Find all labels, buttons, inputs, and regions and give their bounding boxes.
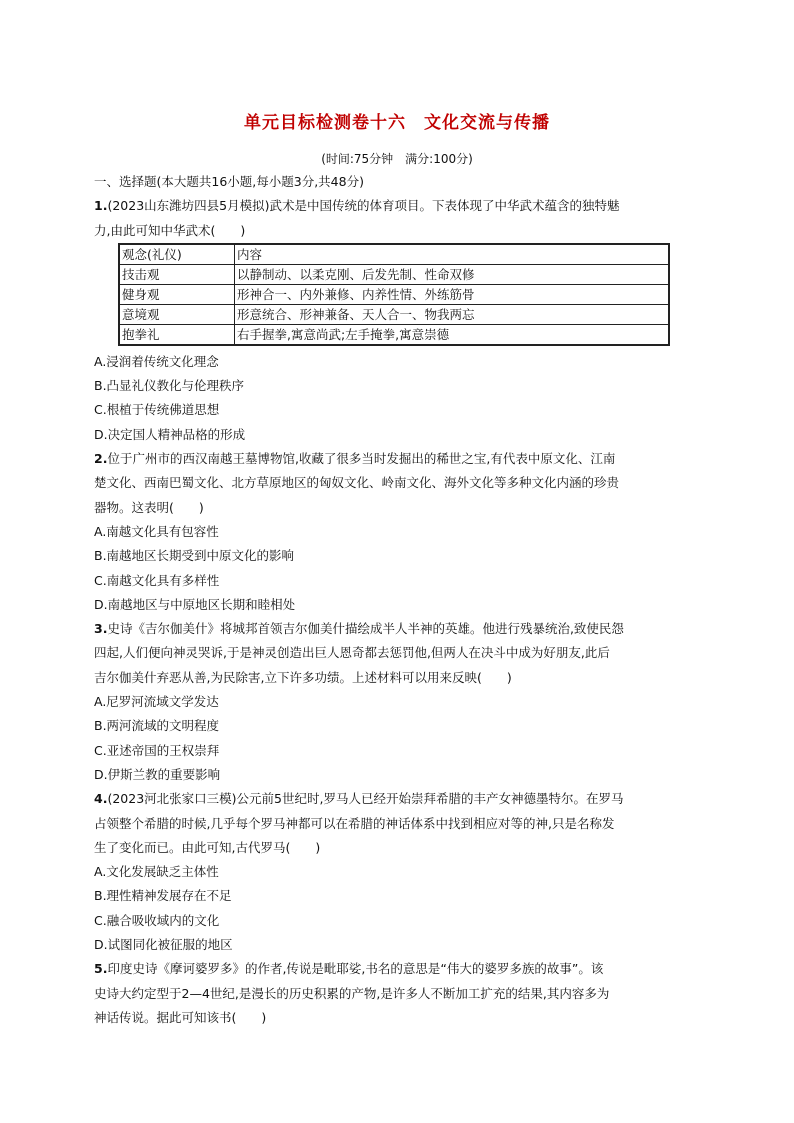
question-stem: 力,由此可知中华武术( ): [94, 222, 246, 238]
question-2: [94, 447, 702, 617]
table-cell: 以静制动、以柔克刚、后发先制、性命双修: [235, 264, 670, 284]
option-b: B.两河流域的文明程度: [94, 718, 220, 734]
exam-content: [94, 170, 702, 1030]
question-stem: (2023山东潍坊四县5月模拟)武术是中国传统的体育项目。下表体现了中华武术蕴含的独特魅: [107, 198, 620, 214]
option-b: B.南越地区长期受到中原文化的影响: [94, 548, 295, 564]
question-stem: 印度史诗《摩诃婆罗多》的作者,传说是毗耶娑,书名的意思是“伟大的婆罗多族的故事”。该: [107, 961, 604, 977]
question-number: 5.: [94, 961, 108, 977]
table-cell: 形神合一、内外兼修、内养性情、外练筋骨: [235, 284, 670, 304]
table-header-cell: 观念(礼仪): [119, 244, 235, 265]
question-1: [94, 194, 702, 447]
option-d: D.南越地区与中原地区长期和睦相处: [94, 596, 296, 612]
question-stem: 楚文化、西南巴蜀文化、北方草原地区的匈奴文化、岭南文化、海外文化等多种文化内涵的珍贵: [94, 475, 620, 491]
question-number: 4.: [94, 791, 108, 807]
option-c: C.亚述帝国的王权崇拜: [94, 742, 220, 758]
table-row: [119, 284, 669, 304]
question-5: [94, 957, 702, 1030]
table-cell: 意境观: [119, 304, 235, 324]
option-a: A.尼罗河流域文学发达: [94, 694, 219, 710]
option-c: C.南越文化具有多样性: [94, 572, 220, 588]
table-row: [119, 264, 669, 284]
question-stem: 器物。这表明( ): [94, 499, 204, 515]
option-a: A.南越文化具有包容性: [94, 523, 219, 539]
question-stem: 占领整个希腊的时候,几乎每个罗马神都可以在希腊的神话体系中找到相应对等的神,只是名称发: [94, 815, 615, 831]
question-3: [94, 617, 702, 787]
question-stem: 史诗《吉尔伽美什》将城邦首领吉尔伽美什描绘成半人半神的英雄。他进行残暴统治,致使民怨: [107, 621, 624, 637]
table-row: [119, 324, 669, 345]
table-cell: 形意统合、形神兼备、天人合一、物我两忘: [235, 304, 670, 324]
question-stem: 生了变化而已。由此可知,古代罗马( ): [94, 839, 321, 855]
exam-meta: (时间:75分钟 满分:100分): [321, 152, 473, 166]
option-c: C.根植于传统佛道思想: [94, 402, 220, 418]
question-stem: 吉尔伽美什弃恶从善,为民除害,立下许多功绩。上述材料可以用来反映( ): [94, 669, 512, 685]
option-b: B.理性精神发展存在不足: [94, 888, 232, 904]
question-4: [94, 787, 702, 957]
table-row: [119, 304, 669, 324]
option-d: D.试图同化被征服的地区: [94, 937, 233, 953]
table-cell: 右手握拳,寓意尚武;左手掩拳,寓意崇德: [235, 324, 670, 345]
option-c: C.融合吸收域内的文化: [94, 912, 220, 928]
martial-arts-table: [118, 243, 670, 346]
option-b: B.凸显礼仪教化与伦理秩序: [94, 378, 245, 394]
table-cell: 技击观: [119, 264, 235, 284]
question-number: 1.: [94, 198, 108, 214]
page-title: 单元目标检测卷十六 文化交流与传播: [244, 113, 550, 133]
question-stem: (2023河北张家口三模)公元前5世纪时,罗马人已经开始崇拜希腊的丰产女神德墨特尔。在罗马: [107, 791, 624, 807]
option-a: A.浸润着传统文化理念: [94, 353, 219, 369]
question-number: 3.: [94, 621, 108, 637]
question-stem: 史诗大约定型于2—4世纪,是漫长的历史积累的产物,是许多人不断加工扩充的结果,其内容多为: [94, 985, 610, 1001]
table-cell: 健身观: [119, 284, 235, 304]
table-header-row: [119, 244, 669, 265]
option-d: D.决定国人精神品格的形成: [94, 426, 246, 442]
question-number: 2.: [94, 451, 108, 467]
option-d: D.伊斯兰教的重要影响: [94, 766, 221, 782]
question-stem: 四起,人们便向神灵哭诉,于是神灵创造出巨人恩奇都去惩罚他,但两人在决斗中成为好朋友,此后: [94, 645, 610, 661]
option-a: A.文化发展缺乏主体性: [94, 864, 219, 880]
table-header-cell: 内容: [235, 244, 670, 265]
question-stem: 神话传说。据此可知该书( ): [94, 1009, 267, 1025]
section-heading: 一、选择题(本大题共16小题,每小题3分,共48分): [94, 174, 364, 189]
question-stem: 位于广州市的西汉南越王墓博物馆,收藏了很多当时发掘出的稀世之宝,有代表中原文化、江南: [107, 451, 616, 467]
table-cell: 抱拳礼: [119, 324, 235, 345]
